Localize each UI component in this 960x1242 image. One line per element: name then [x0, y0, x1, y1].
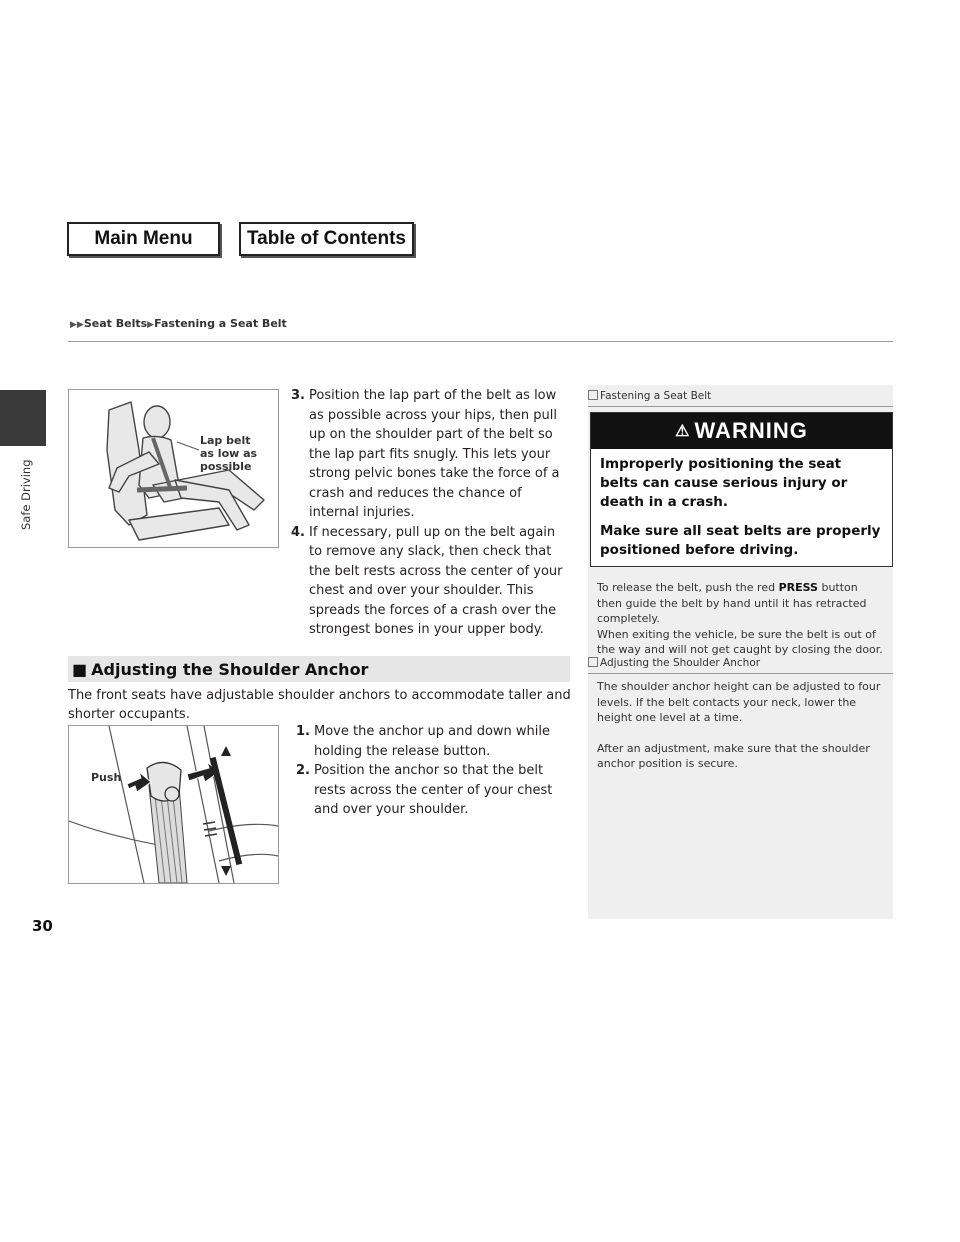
- step-text: Move the anchor up and down while holding the release button.: [314, 724, 550, 759]
- step-text: Position the lap part of the belt as low as possible across your hips, then pull up on the shoulder part of the belt so the lap part fits snugly. This lets your strong pelvic bones take the force of a crash and reduces the chance of internal injuries.: [309, 388, 560, 520]
- fastening-note: [588, 390, 893, 658]
- fastening-steps: [291, 386, 571, 640]
- section-tab-marker: [0, 390, 46, 446]
- step-number: 3.: [291, 388, 305, 403]
- warning-box: [590, 412, 893, 567]
- note-icon: [588, 657, 598, 667]
- warning-text: Improperly positioning the seat belts can cause serious injury or death in a crash. Make sure all seat belts are properly positioned before driving.: [600, 456, 881, 558]
- list-item: [291, 523, 571, 640]
- step-number: 4.: [291, 524, 305, 540]
- breadcrumb-item-fastening[interactable]: Fastening a Seat Belt: [154, 317, 287, 330]
- shoulder-anchor-illustration: [68, 725, 279, 884]
- anchor-steps: [296, 722, 568, 820]
- list-item: [296, 761, 568, 820]
- breadcrumb: [70, 317, 287, 330]
- shoulder-anchor-note: [588, 657, 893, 772]
- note-body: To release the belt, push the red PRESS button then guide the belt by hand until it has retracted completely. When exiting the vehicle, be sure the belt is out of the way and will not get caught by closing the door.: [597, 581, 883, 656]
- main-menu-button[interactable]: Main Menu: [67, 222, 220, 256]
- step-text: If necessary, pull up on the belt again to remove any slack, then check that the belt rests across the center of your chest and over your shoulder. This spreads the forces of a crash over the strongest bones in your upper body.: [309, 524, 563, 637]
- section-heading: ■ Adjusting the Shoulder Anchor: [68, 656, 570, 682]
- step-number: 2.: [296, 763, 310, 778]
- note-divider: [588, 406, 893, 407]
- section-tab-label: Safe Driving: [19, 459, 33, 530]
- push-caption: Push: [91, 771, 122, 784]
- lap-belt-strap: [137, 488, 187, 490]
- note-heading: Fastening a Seat Belt: [588, 390, 893, 402]
- breadcrumb-arrow-icon: ▶▶: [70, 320, 84, 330]
- warning-icon: ⚠: [675, 423, 691, 440]
- header-divider: [68, 341, 893, 342]
- breadcrumb-item-seat-belts[interactable]: Seat Belts: [83, 317, 148, 330]
- intro-paragraph: The front seats have adjustable shoulder anchors to accommodate taller and shorter occupants.: [68, 688, 571, 722]
- step-text: Position the anchor so that the belt rests across the center of your chest and over your shoulder.: [314, 763, 553, 817]
- list-item: [296, 722, 568, 761]
- lap-belt-illustration: [68, 389, 279, 548]
- step-number: 1.: [296, 724, 310, 739]
- lap-belt-caption: Lap belt as low as possible: [200, 434, 258, 473]
- warning-header: ⚠ WARNING: [591, 413, 892, 449]
- page-number: 30: [32, 917, 53, 935]
- anchor-drawing: [69, 726, 278, 883]
- note-heading: Adjusting the Shoulder Anchor: [588, 657, 893, 669]
- note-body: The shoulder anchor height can be adjusted to four levels. If the belt contacts your neck, lower the height one level at a time. After an adjustment, make sure that the shoulder anchor position is secure.: [597, 680, 881, 770]
- note-icon: [588, 390, 598, 400]
- list-item: [291, 386, 571, 523]
- section-marker-icon: ■: [72, 659, 88, 679]
- table-of-contents-button[interactable]: Table of Contents: [239, 222, 414, 256]
- breadcrumb-arrow-icon: ▶: [147, 320, 155, 330]
